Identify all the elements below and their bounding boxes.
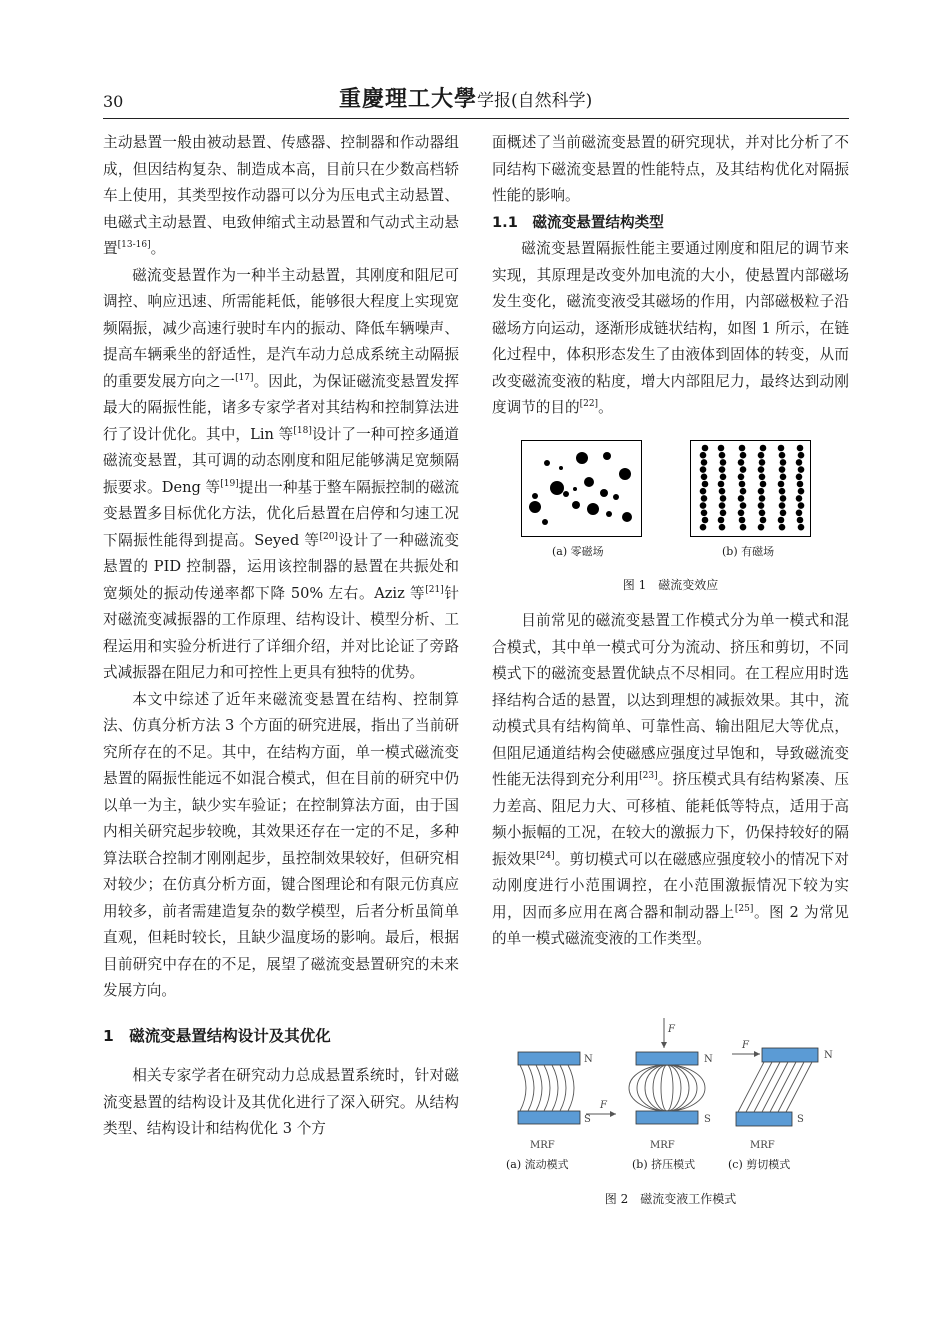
chain-particle bbox=[740, 488, 747, 495]
chain-particle bbox=[718, 517, 725, 524]
text: 。图 2 为常见的单一模式磁流变液的工作类型。 bbox=[492, 903, 849, 947]
chain-particle bbox=[760, 445, 767, 452]
chain-particle bbox=[700, 452, 707, 459]
chain-particle bbox=[701, 459, 708, 466]
right-paragraph-1: 面概述了当前磁流变悬置的研究现状，并对比分析了不同结构下磁流变悬置的性能特点，及其结构优化对隔振性能的影响。 bbox=[492, 134, 849, 204]
text: 设计了一种可控多通道磁流变悬置，其可调的动态刚度和阻尼能够满足宽频隔振要求。Deng 等 bbox=[103, 425, 459, 496]
flow-mode-diagram bbox=[518, 1052, 616, 1151]
figure-2-sub-c: (c) 剪切模式 bbox=[728, 1158, 791, 1171]
text: 磁流变悬置作为一种半主动悬置，其刚度和阻尼可调控、响应迅速、所需能耗低，能够很大程度上实现宽频隔振，减少高速行驶时车内的振动、降低车辆噪声、提高车辆乘坐的舒适性，是汽车动力总成系统主动隔振的重要发展方向之一 bbox=[103, 266, 459, 390]
chain-particle bbox=[740, 452, 747, 459]
chain-particle bbox=[758, 466, 765, 473]
left-paragraph-4: 相关专家学者在研究动力总成悬置系统时，针对磁流变悬置的结构设计及其优化进行了深入研究。从结构类型、结构设计和结构优化 3 个方 bbox=[103, 1067, 459, 1137]
chain-particle bbox=[700, 466, 707, 473]
chain-particle bbox=[701, 495, 708, 502]
figure-2-sub-b: (b) 挤压模式 bbox=[632, 1158, 696, 1171]
chain-particle bbox=[702, 445, 709, 452]
chain-particle bbox=[797, 445, 804, 452]
journal-title bbox=[339, 82, 592, 113]
figure-1-panel-a bbox=[521, 440, 642, 537]
citation: [24] bbox=[536, 850, 555, 861]
text: 主动悬置一般由被动悬置、传感器、控制器和作动器组成，但因结构复杂、制造成本高，目前只在少数高档轿车上使用，其类型按作动器可以分为压电式主动悬置、电磁式主动悬置、电致伸缩式主动悬置和气动式主动悬置 bbox=[103, 134, 459, 257]
chain-particle bbox=[759, 474, 766, 481]
text: 设计了一种磁流变悬置的 PID 控制器，运用该控制器的悬置在共振处和宽频处的振动传递率都下降 50% 左右。Aziz 等 bbox=[103, 531, 459, 602]
label-n: N bbox=[704, 1054, 713, 1065]
right-column-top bbox=[492, 130, 849, 422]
right-paragraph-2 bbox=[492, 236, 849, 422]
text: 磁流变悬置隔振性能主要通过刚度和阻尼的调节来实现，其原理是改变外加电流的大小，使悬置内部磁场发生变化，磁流变液受其磁场的作用，内部磁极粒子沿磁场方向运动，逐渐形成链状结构，如图 1 所示，在链化过程中，体积形态发生了由液体到固体的转变，从而改变磁流变液的粘度，增大内部阻尼力，最终达到动刚度调节的目的 bbox=[492, 240, 849, 416]
chain-particle bbox=[740, 502, 747, 509]
text: 针对磁流变减振器的工作原理、结构设计、模型分析、工程运用和实验分析进行了详细介绍，并对比论证了旁路式减振器在阻尼力和可控性上更具有独特的优势。 bbox=[103, 584, 459, 681]
chain-particle bbox=[796, 495, 803, 502]
chain-particle bbox=[796, 510, 803, 517]
chain-particle bbox=[778, 517, 785, 524]
text: 提出一种基于整车隔振控制的磁流变悬置多目标优化方法，优化后悬置在启停和匀速工况下隔振性能得到提高。Seyed 等 bbox=[103, 478, 459, 549]
label-f: F bbox=[668, 1024, 675, 1035]
chain-particle bbox=[758, 502, 765, 509]
chain-particle bbox=[702, 517, 709, 524]
figure-1-caption: 图 1 磁流变效应 bbox=[622, 578, 719, 592]
shear-mode-diagram bbox=[732, 1040, 833, 1151]
chain-particle bbox=[758, 452, 765, 459]
chain-particle bbox=[760, 517, 767, 524]
chain-particle bbox=[738, 459, 745, 466]
chain-particle bbox=[738, 510, 745, 517]
label-s: S bbox=[704, 1114, 711, 1125]
subsection-heading: 1.1 磁流变悬置结构类型 bbox=[492, 213, 664, 231]
citation: [22] bbox=[579, 399, 599, 409]
chain-particle bbox=[719, 452, 726, 459]
figure-1 bbox=[492, 436, 849, 596]
chain-particle bbox=[798, 452, 805, 459]
chain-particle bbox=[700, 502, 707, 509]
citation: [23] bbox=[639, 771, 658, 781]
chain-particle bbox=[758, 488, 765, 495]
chain-particle bbox=[719, 524, 726, 531]
journal-logo: 重慶理工大學 bbox=[339, 86, 478, 112]
chain-particle bbox=[720, 510, 727, 517]
chain-particle bbox=[779, 524, 786, 531]
figure-2 bbox=[492, 1012, 849, 1212]
left-paragraph-3: 本文中综述了近年来磁流变悬置在结构、控制算法、仿真分析方法 3 个方面的研究进展，指出了当前研究所存在的不足。其中，在结构方面，单一模式磁流变悬置的隔振性能远不如混合模式，但在目前的研究中仍以单一为主，缺少实车验证；在控制算法方面，由于国内相关研究起步较晚，其效果还存在一定的不足，多种算法联合控制才刚刚起步，虽控制效果较好，但研究相对较少；在仿真分析方面，键合图理论和有限元仿真应用较多，前者需建造复杂的数学模型，后者分析虽简单直观，但耗时较长，且缺少温度场的影响。最后，根据目前研究中存在的不足，展望了磁流变悬置研究的未来发展方向。 bbox=[103, 690, 459, 999]
page-number: 30 bbox=[103, 92, 124, 111]
text: 。 bbox=[598, 399, 613, 416]
chain-particle bbox=[796, 459, 803, 466]
chain-particle bbox=[798, 488, 805, 495]
chain-particle bbox=[759, 495, 766, 502]
label-f: F bbox=[742, 1040, 749, 1051]
chain-particle bbox=[798, 524, 805, 531]
chain-particle bbox=[719, 502, 726, 509]
label-mrf: MRF bbox=[650, 1140, 675, 1151]
chain-particle bbox=[738, 474, 745, 481]
chain-particle bbox=[778, 481, 785, 488]
label-mrf: MRF bbox=[750, 1140, 775, 1151]
chain-particle bbox=[719, 488, 726, 495]
chain-particle bbox=[740, 524, 747, 531]
header-rule bbox=[103, 118, 849, 119]
label-s: S bbox=[584, 1114, 591, 1125]
chain-particle bbox=[760, 481, 767, 488]
chain-particle bbox=[780, 459, 787, 466]
chain-particle bbox=[739, 481, 746, 488]
section-heading: 1 磁流变悬置结构设计及其优化 bbox=[103, 1026, 331, 1045]
chain-particle bbox=[700, 488, 707, 495]
text: 。 bbox=[150, 240, 166, 257]
citation: [13-16] bbox=[117, 240, 151, 250]
squeeze-mode-diagram bbox=[629, 1018, 713, 1151]
page-header bbox=[103, 80, 849, 116]
figure-2-caption: 图 2 磁流变液工作模式 bbox=[604, 1192, 737, 1206]
label-n: N bbox=[824, 1050, 833, 1061]
chain-particle bbox=[739, 445, 746, 452]
figure-2-diagram bbox=[492, 1012, 849, 1152]
chain-particle bbox=[739, 517, 746, 524]
chain-particle bbox=[720, 474, 727, 481]
chain-particle bbox=[758, 524, 765, 531]
chain-particle bbox=[759, 459, 766, 466]
chain-particle bbox=[700, 524, 707, 531]
chain-particle bbox=[798, 466, 805, 473]
citation: [21] bbox=[425, 584, 444, 595]
chain-particle bbox=[720, 459, 727, 466]
citation: [20] bbox=[319, 531, 338, 542]
chain-particle bbox=[796, 474, 803, 481]
chain-particle bbox=[780, 495, 787, 502]
figure-1-sub-b: (b) 有磁场 bbox=[722, 545, 775, 558]
label-mrf: MRF bbox=[530, 1140, 555, 1151]
left-paragraph-2 bbox=[103, 263, 459, 687]
chain-particle bbox=[798, 502, 805, 509]
label-f: F bbox=[600, 1100, 607, 1111]
left-column bbox=[103, 130, 459, 1143]
chain-particle bbox=[740, 466, 747, 473]
citation: [18] bbox=[293, 425, 312, 436]
figure-2-sub-a: (a) 流动模式 bbox=[506, 1158, 569, 1171]
chain-particle bbox=[738, 495, 745, 502]
chain-particle bbox=[759, 510, 766, 517]
left-paragraph-1 bbox=[103, 130, 459, 263]
chain-particle bbox=[779, 488, 786, 495]
chain-particle bbox=[778, 445, 785, 452]
chain-particle bbox=[780, 474, 787, 481]
chain-particle bbox=[780, 510, 787, 517]
citation: [25] bbox=[734, 903, 754, 914]
figure-1-panel-b bbox=[690, 440, 811, 537]
chain-particle bbox=[702, 481, 709, 488]
journal-suffix: 学报(自然科学) bbox=[477, 91, 593, 111]
citation: [19] bbox=[220, 478, 239, 489]
chain-particle bbox=[719, 466, 726, 473]
chain-particle bbox=[718, 445, 725, 452]
label-n: N bbox=[584, 1054, 593, 1065]
label-s: S bbox=[797, 1114, 804, 1125]
chain-particle bbox=[779, 466, 786, 473]
text: 。因此，为保证磁流变悬置发挥最大的隔振性能，诸多专家学者对其结构和控制算法进行了设计优化。其中，Lin 等 bbox=[103, 372, 459, 443]
chain-particle bbox=[779, 502, 786, 509]
text: 目前常见的磁流变悬置工作模式分为单一模式和混合模式，其中单一模式可分为流动、挤压和剪切，不同模式下的磁流变悬置优缺点不尽相同。在工程应用时选择结构合适的悬置，以达到理想的减振效果。其中，流动模式具有结构简单、可靠性高、输出阻尼大等优点，但阻尼通道结构会使磁感应强度过早饱和，导致磁流变性能无法得到充分利用 bbox=[492, 612, 849, 788]
chain-particle bbox=[797, 517, 804, 524]
text: 。挤压模式具有结构紧凑、压力差高、阻尼力大、可移植、能耗低等特点，适用于高频小振幅的工况，在较大的激振力下，仍保持较好的隔振效果 bbox=[492, 771, 849, 868]
chain-particle bbox=[779, 452, 786, 459]
text: 。剪切模式可以在磁感应强度较小的情况下对动刚度进行小范围调控，在小范围激振情况下较为实用，因而多应用在离合器和制动器上 bbox=[492, 850, 849, 921]
chain-particle bbox=[720, 495, 727, 502]
citation: [17] bbox=[235, 372, 254, 383]
chain-particle bbox=[797, 481, 804, 488]
chain-particle bbox=[718, 481, 725, 488]
figure-1-sub-a: (a) 零磁场 bbox=[552, 545, 604, 558]
right-paragraph-3 bbox=[492, 608, 849, 953]
chain-particle bbox=[701, 510, 708, 517]
right-column-middle bbox=[492, 608, 849, 953]
chain-particle bbox=[701, 474, 708, 481]
